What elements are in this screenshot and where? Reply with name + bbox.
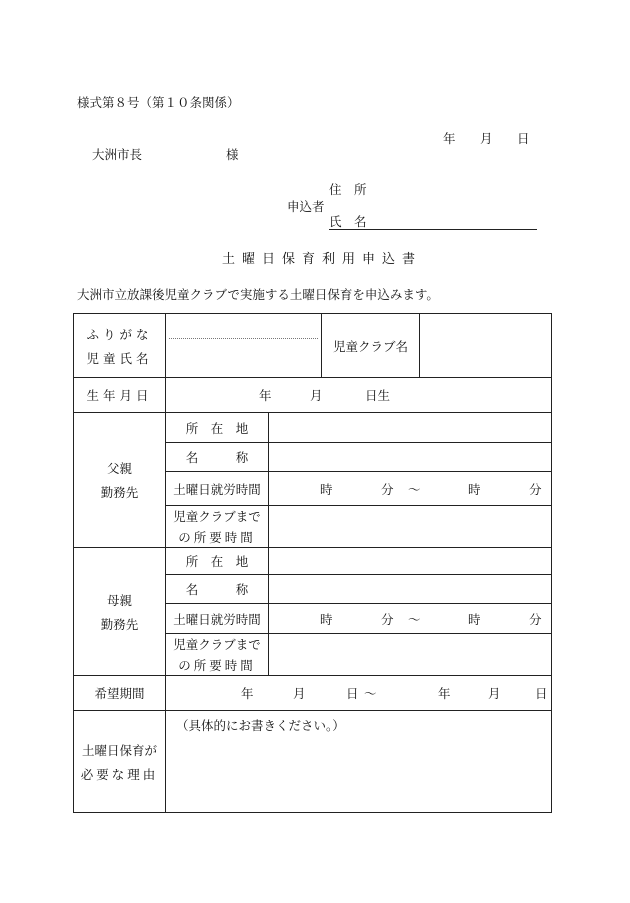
period-end-month: 月 xyxy=(488,686,501,701)
form-title: 土曜日保育利用申込書 xyxy=(222,252,423,267)
birthdate-input[interactable] xyxy=(166,378,552,413)
father-commute-input[interactable] xyxy=(269,506,552,548)
father-start-hour: 時 xyxy=(320,481,333,497)
form-number: 様式第８号（第１０条関係） xyxy=(77,95,240,110)
child-name-value-cell[interactable] xyxy=(166,314,322,378)
reason-label-line1: 土曜日保育が xyxy=(81,742,157,758)
father-end-hour: 時 xyxy=(468,481,481,497)
mother-start-minute: 分 xyxy=(381,611,394,627)
father-company-label: 名 称 xyxy=(185,450,249,465)
mother-address-row xyxy=(74,548,552,575)
club-name-input[interactable] xyxy=(420,314,552,378)
club-name-label-cell xyxy=(322,314,420,378)
father-label-cell xyxy=(74,413,166,548)
addressee: 大洲市長 xyxy=(92,147,143,162)
date-day-label: 日 xyxy=(517,131,530,146)
mother-hours-label-cell xyxy=(166,604,269,634)
father-label: 父親 xyxy=(106,461,132,476)
birthdate-year: 年 xyxy=(259,388,272,403)
period-start-year: 年 xyxy=(241,686,254,701)
period-start-month: 月 xyxy=(293,686,306,701)
father-time-tilde: ～ xyxy=(408,481,421,497)
addressee-suffix: 様 xyxy=(226,147,239,162)
period-row xyxy=(74,676,552,711)
period-input[interactable] xyxy=(166,676,552,711)
mother-commute-input[interactable] xyxy=(269,634,552,676)
mother-commute-label-cell xyxy=(166,634,269,676)
club-name-label: 児童クラブ名 xyxy=(332,338,408,354)
mother-label: 母親 xyxy=(106,592,132,608)
birthdate-label-cell xyxy=(74,378,166,413)
birthdate-row xyxy=(74,378,552,413)
mother-address-label: 所 在 地 xyxy=(185,554,249,569)
child-name-label-cell xyxy=(74,314,166,378)
furigana-input[interactable] xyxy=(169,314,318,339)
reason-hint: （具体的にお書きください。） xyxy=(176,718,345,733)
father-commute-label-cell xyxy=(166,506,269,548)
period-tilde: ～ xyxy=(364,686,377,701)
mother-end-hour: 時 xyxy=(468,611,481,627)
mother-end-minute: 分 xyxy=(529,611,542,627)
father-hours-label: 土曜日就労時間 xyxy=(173,481,261,497)
mother-address-input[interactable] xyxy=(269,548,552,575)
mother-commute-label-line2: の所要時間 xyxy=(178,658,256,673)
father-commute-label-line2: の所要時間 xyxy=(178,530,256,545)
father-commute-label-line1: 児童クラブまで xyxy=(173,509,261,524)
reason-label-line2: 必要な理由 xyxy=(80,766,159,782)
mother-label-cell xyxy=(74,548,166,676)
mother-workplace-label: 勤務先 xyxy=(100,616,139,632)
applicant-name-label: 氏 名 xyxy=(329,214,367,229)
date-month-label: 月 xyxy=(480,131,493,146)
mother-start-hour: 時 xyxy=(320,611,333,627)
applicant-name-underline xyxy=(329,229,537,230)
furigana-label: ふりがな xyxy=(86,326,153,342)
father-address-input[interactable] xyxy=(269,413,552,443)
father-company-label-cell xyxy=(166,443,269,472)
father-end-minute: 分 xyxy=(529,481,542,497)
application-form-table xyxy=(73,313,552,813)
reason-row xyxy=(74,711,552,813)
period-end-year: 年 xyxy=(438,686,451,701)
reason-input[interactable] xyxy=(166,711,552,813)
mother-hours-label: 土曜日就労時間 xyxy=(173,611,261,627)
mother-time-tilde: ～ xyxy=(408,611,421,627)
father-address-label-cell xyxy=(166,413,269,443)
mother-company-label-cell xyxy=(166,575,269,604)
birthdate-month: 月 xyxy=(310,388,323,403)
period-start-day: 日 xyxy=(346,686,359,701)
father-company-input[interactable] xyxy=(269,443,552,472)
child-name-label: 児童氏名 xyxy=(86,350,153,366)
period-label-cell xyxy=(74,676,166,711)
period-end-day: 日 xyxy=(535,686,548,701)
period-label: 希望期間 xyxy=(94,686,145,701)
father-hours-input[interactable] xyxy=(269,472,552,506)
applicant-label: 申込者 xyxy=(287,199,325,214)
birthdate-day: 日生 xyxy=(365,388,391,403)
reason-label-cell xyxy=(74,711,166,813)
applicant-address-label: 住 所 xyxy=(329,182,367,197)
mother-hours-input[interactable] xyxy=(269,604,552,634)
mother-company-label: 名 称 xyxy=(185,582,249,597)
date-year-label: 年 xyxy=(443,131,456,146)
father-workplace-label: 勤務先 xyxy=(100,485,139,500)
mother-company-input[interactable] xyxy=(269,575,552,604)
child-name-row xyxy=(74,314,552,378)
father-address-label: 所 在 地 xyxy=(185,420,249,436)
mother-address-label-cell xyxy=(166,548,269,575)
mother-commute-label-line1: 児童クラブまで xyxy=(173,637,261,652)
father-start-minute: 分 xyxy=(381,481,394,497)
father-hours-label-cell xyxy=(166,472,269,506)
intro-text: 大洲市立放課後児童クラブで実施する土曜日保育を申込みます。 xyxy=(77,287,439,302)
birthdate-label: 生年月日 xyxy=(86,388,153,403)
father-address-row xyxy=(74,413,552,443)
